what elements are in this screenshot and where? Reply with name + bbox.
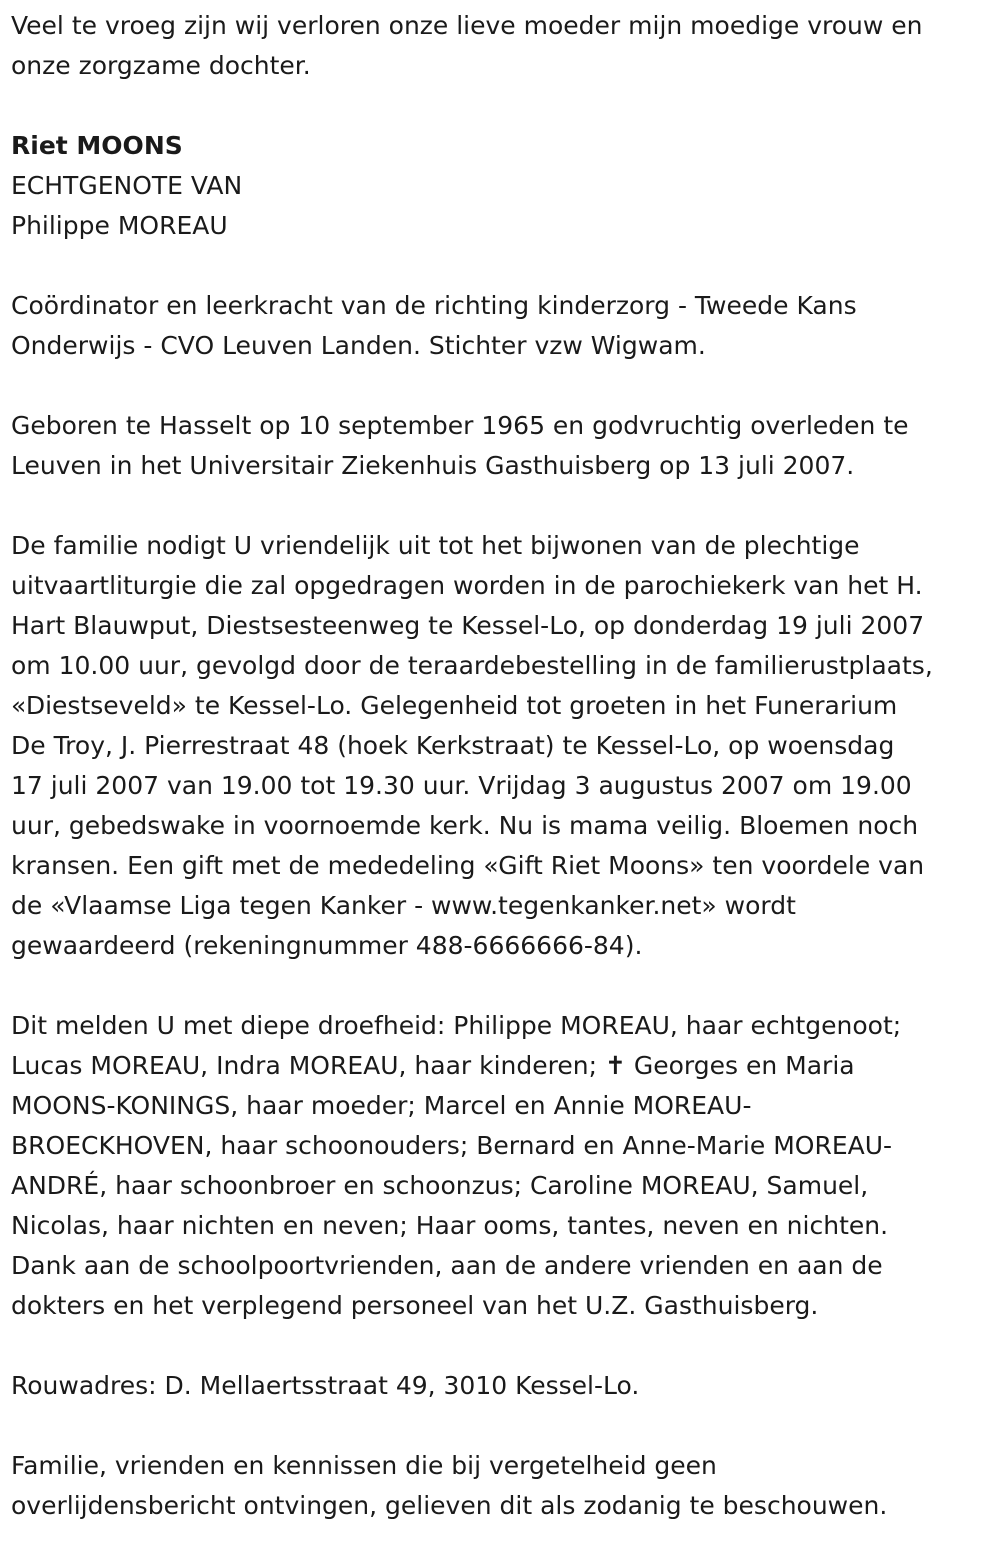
paragraph-spacer	[11, 486, 993, 526]
text-line: de «Vlaamse Liga tegen Kanker - www.tegenkanker.net» wordt	[11, 891, 796, 920]
text-line: uur, gebedswake in voornoemde kerk. Nu is mama veilig. Bloemen noch	[11, 811, 919, 840]
paragraph-spacer	[11, 1406, 993, 1446]
text-line: BROECKHOVEN, haar schoonouders; Bernard en Anne-Marie MOREAU-	[11, 1131, 893, 1160]
intro-paragraph	[11, 6, 993, 86]
text-line: Leuven in het Universitair Ziekenhuis Gasthuisberg op 13 juli 2007.	[11, 451, 855, 480]
obituary-document	[11, 6, 993, 1526]
text-line: Coördinator en leerkracht van de richting kinderzorg - Tweede Kans	[11, 291, 857, 320]
text-line: Hart Blauwput, Diestsesteenweg te Kessel-Lo, op donderdag 19 juli 2007	[11, 611, 925, 640]
birth-death-paragraph	[11, 406, 993, 486]
text-segment: Lucas MOREAU, Indra MOREAU, haar kinderen;	[11, 1051, 605, 1080]
paragraph-spacer	[11, 86, 993, 126]
text-line: Familie, vrienden en kennissen die bij vergetelheid geen	[11, 1451, 717, 1480]
paragraph-spacer	[11, 966, 993, 1006]
text-line: «Diestseveld» te Kessel-Lo. Gelegenheid tot groeten in het Funerarium	[11, 691, 898, 720]
text-line: onze zorgzame dochter.	[11, 51, 311, 80]
text-line: 17 juli 2007 van 19.00 tot 19.30 uur. Vrijdag 3 augustus 2007 om 19.00	[11, 771, 912, 800]
text-line: Dank aan de schoolpoortvrienden, aan de andere vrienden en aan de	[11, 1251, 883, 1280]
spouse-label: ECHTGENOTE VAN	[11, 171, 243, 200]
text-line: De familie nodigt U vriendelijk uit tot het bijwonen van de plechtige	[11, 531, 860, 560]
family-paragraph	[11, 1006, 993, 1326]
text-line: Nicolas, haar nichten en neven; Haar ooms, tantes, neven en nichten.	[11, 1211, 889, 1240]
spouse-name: Philippe MOREAU	[11, 211, 228, 240]
deceased-name: Riet MOONS	[11, 131, 183, 160]
text-line: kransen. Een gift met de mededeling «Gift Riet Moons» ten voordele van	[11, 851, 925, 880]
text-line: overlijdensbericht ontvingen, gelieven dit als zodanig te beschouwen.	[11, 1491, 888, 1520]
paragraph-spacer	[11, 1326, 993, 1366]
paragraph-spacer	[11, 246, 993, 286]
text-line: MOONS-KONINGS, haar moeder; Marcel en Annie MOREAU-	[11, 1091, 752, 1120]
occupation-paragraph	[11, 286, 993, 366]
paragraph-spacer	[11, 366, 993, 406]
mourning-address: Rouwadres: D. Mellaertsstraat 49, 3010 Kessel-Lo.	[11, 1371, 640, 1400]
text-segment: Georges en Maria	[625, 1051, 855, 1080]
text-line: ANDRÉ, haar schoonbroer en schoonzus; Caroline MOREAU, Samuel,	[11, 1171, 869, 1200]
address-paragraph	[11, 1366, 993, 1406]
text-line: gewaardeerd (rekeningnummer 488-6666666-84).	[11, 931, 643, 960]
text-line: dokters en het verplegend personeel van het U.Z. Gasthuisberg.	[11, 1291, 819, 1320]
text-line: Onderwijs - CVO Leuven Landen. Stichter vzw Wigwam.	[11, 331, 706, 360]
text-line-with-cross	[11, 1046, 993, 1086]
deceased-block	[11, 126, 993, 246]
text-line: Geboren te Hasselt op 10 september 1965 en godvruchtig overleden te	[11, 411, 909, 440]
text-line: uitvaartliturgie die zal opgedragen worden in de parochiekerk van het H.	[11, 571, 923, 600]
closing-paragraph	[11, 1446, 993, 1526]
text-line: De Troy, J. Pierrestraat 48 (hoek Kerkstraat) te Kessel-Lo, op woensdag	[11, 731, 895, 760]
cross-icon: ✝	[604, 1051, 626, 1080]
text-line: om 10.00 uur, gevolgd door de teraardebestelling in de familierustplaats,	[11, 651, 933, 680]
text-line: Dit melden U met diepe droefheid: Philippe MOREAU, haar echtgenoot;	[11, 1011, 902, 1040]
text-line: Veel te vroeg zijn wij verloren onze lieve moeder mijn moedige vrouw en	[11, 11, 923, 40]
ceremony-paragraph	[11, 526, 993, 966]
